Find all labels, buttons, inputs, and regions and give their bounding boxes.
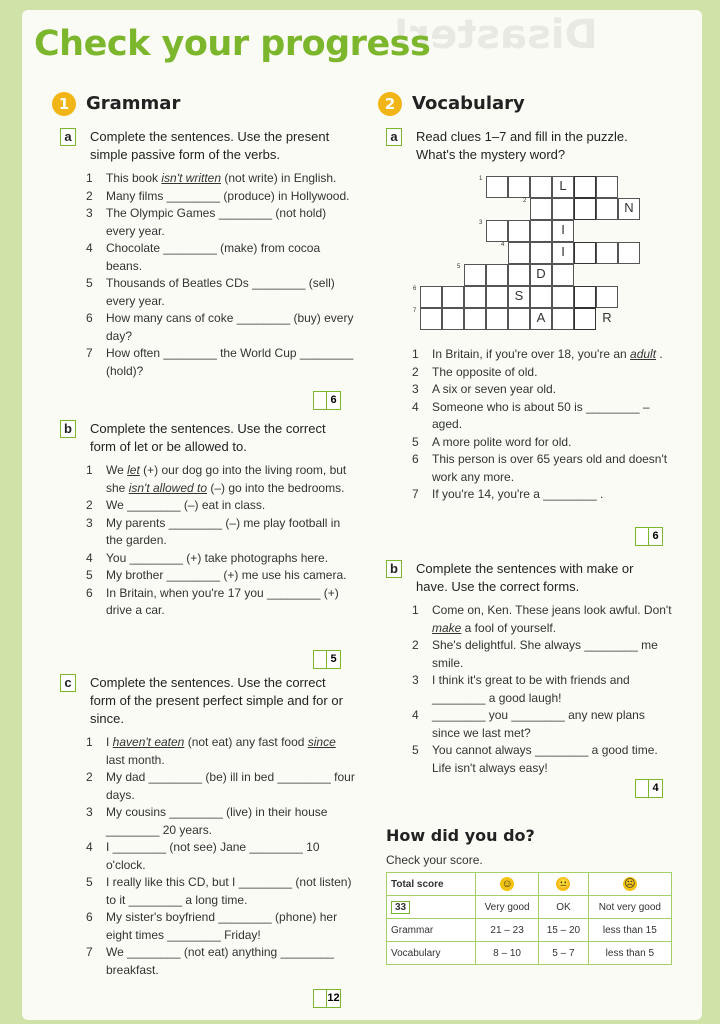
task-instruction: Complete the sentences with make or have. Use the correct forms.	[416, 561, 634, 594]
item-number: 4	[86, 241, 93, 255]
table-cell: 21 – 23	[476, 919, 539, 942]
item-number: 1	[412, 347, 419, 361]
face-icon-good: ☺	[476, 873, 539, 896]
item-text: If you're 14, you're a ________ .	[432, 487, 604, 501]
item-text: This person is over 65 years old and doesn't work any more.	[432, 452, 668, 484]
puzzle-letter: N	[624, 200, 634, 215]
item-number: 1	[86, 735, 93, 749]
list-item	[412, 637, 672, 672]
item-text: My brother ________ (+) me use his camera.	[106, 568, 347, 582]
puzzle-letter: S	[514, 288, 524, 303]
list-item	[86, 345, 356, 380]
page-title: Check your progress	[34, 24, 431, 64]
item-text: You cannot always ________ a good time. Life isn't always easy!	[432, 743, 658, 775]
puzzle-letter: I	[561, 222, 565, 237]
item-text: I	[106, 735, 113, 749]
grammar-task-c	[60, 674, 350, 728]
item-text: (–) go into the bedrooms.	[207, 480, 345, 495]
crossword-cell[interactable]	[530, 198, 552, 220]
item-number: 3	[86, 515, 93, 530]
section-title: Grammar	[86, 93, 181, 114]
list-item	[412, 364, 672, 382]
grammar-b-items	[86, 462, 356, 620]
item-text: ________ you ________ any new plans since we last met?	[432, 708, 645, 740]
item-number: 4	[412, 708, 419, 722]
table-row	[387, 942, 672, 965]
item-text: My sister's boyfriend ________ (phone) her eight times ________ Friday!	[106, 910, 338, 942]
crossword-cell[interactable]	[442, 308, 464, 330]
item-text: We	[106, 463, 128, 477]
list-item	[86, 804, 356, 839]
item-number: 5	[412, 434, 419, 449]
item-text: We ________ (not eat) anything ________ breakfast.	[106, 945, 334, 977]
clue-number: 7	[413, 308, 417, 314]
score-box[interactable]	[635, 779, 663, 798]
item-text: She's delightful. She always ________ me smile.	[432, 638, 658, 670]
item-number: 5	[86, 276, 93, 290]
item-number: 4	[86, 840, 93, 854]
item-number: 6	[86, 311, 93, 325]
crossword-cell[interactable]	[596, 176, 618, 198]
crossword-cell[interactable]	[420, 286, 442, 308]
item-text: (not eat) any fast food	[184, 735, 308, 749]
list-item	[86, 734, 356, 769]
list-item	[86, 567, 356, 585]
example-answer[interactable]: haven't eaten	[112, 735, 185, 749]
list-item	[86, 874, 356, 909]
task-instruction: Complete the sentences. Use the correct form of let or be allowed to.	[90, 421, 326, 454]
item-text: a fool of yourself.	[461, 620, 557, 635]
item-number: 4	[86, 550, 93, 565]
crossword-cell[interactable]	[464, 286, 486, 308]
crossword-cell[interactable]	[552, 198, 574, 220]
total-score-cell	[387, 896, 476, 919]
item-text: Chocolate ________ (make) from cocoa beans.	[106, 241, 321, 273]
crossword-cell[interactable]	[530, 286, 552, 308]
item-text: Someone who is about 50 is ________ – aged.	[432, 399, 650, 431]
list-item	[86, 170, 356, 188]
item-text: (+) our dog go into the living room, but she	[106, 463, 347, 495]
score-value: 6	[326, 392, 340, 409]
vocab-task-b	[386, 560, 666, 596]
table-cell: 15 – 20	[539, 919, 589, 942]
item-text: .	[656, 347, 663, 361]
list-item	[412, 434, 672, 452]
crossword-cell[interactable]	[596, 198, 618, 220]
list-item	[86, 275, 356, 310]
list-item	[412, 381, 672, 399]
item-number: 5	[412, 743, 419, 757]
puzzle-letter: R	[602, 310, 612, 325]
item-number: 3	[412, 382, 419, 396]
item-number: 2	[412, 638, 419, 652]
item-number: 2	[86, 188, 93, 203]
task-instruction: Complete the sentences. Use the correct form of the present perfect simple and for or since.	[90, 675, 343, 726]
puzzle-letter: D	[536, 266, 546, 281]
item-number: 7	[412, 487, 419, 501]
progress-subtitle: Check your score.	[386, 853, 483, 867]
item-number: 5	[86, 568, 93, 582]
puzzle-letter: A	[536, 310, 546, 325]
task-instruction: Complete the sentences. Use the present simple passive form of the verbs.	[90, 129, 330, 162]
item-text: The Olympic Games ________ (not hold) every year.	[106, 206, 327, 238]
item-text: We ________ (–) eat in class.	[106, 498, 266, 512]
score-table	[386, 872, 672, 965]
vocab-a-items	[412, 346, 672, 504]
table-cell: less than 5	[588, 942, 671, 965]
grammar-a-items	[86, 170, 356, 380]
crossword-cell[interactable]	[464, 264, 486, 286]
crossword-cell[interactable]	[508, 242, 530, 264]
item-number: 6	[86, 585, 93, 600]
crossword-cell[interactable]	[552, 286, 574, 308]
score-value: 12	[326, 990, 340, 1007]
table-cell: 8 – 10	[476, 942, 539, 965]
list-item	[86, 205, 356, 240]
item-text: last month.	[106, 752, 165, 767]
item-text: In Britain, if you're over 18, you're an	[432, 347, 631, 361]
item-number: 3	[86, 206, 93, 220]
row-label: Grammar	[387, 919, 476, 942]
face-icon-ok: 😐	[539, 873, 589, 896]
crossword-cell[interactable]	[618, 242, 640, 264]
column-header: Very good	[476, 896, 539, 919]
mystery-word-cell[interactable]	[574, 308, 596, 330]
vocab-task-a	[386, 128, 666, 164]
list-item	[86, 769, 356, 804]
score-value: 6	[648, 528, 662, 545]
list-item	[412, 451, 672, 486]
item-number: 7	[86, 346, 93, 360]
crossword-cell[interactable]	[420, 308, 442, 330]
item-text: In Britain, when you're 17 you ________ (+) drive a car.	[106, 585, 339, 617]
table-header-row	[387, 873, 672, 896]
item-text: How often ________ the World Cup ________ (hold)?	[106, 346, 354, 378]
example-answer[interactable]: isn't allowed to	[128, 480, 208, 495]
clue-number: 4	[501, 242, 505, 248]
example-answer[interactable]: make	[432, 620, 462, 635]
crossword-cell[interactable]	[508, 308, 530, 330]
item-text: Many films ________ (produce) in Hollywood.	[106, 188, 350, 203]
total-score-label: Total score	[387, 873, 476, 896]
task-letter: a	[386, 128, 402, 146]
item-text: A six or seven year old.	[432, 382, 557, 396]
crossword-cell[interactable]	[530, 242, 552, 264]
crossword-cell[interactable]	[508, 220, 530, 242]
list-item	[86, 585, 356, 620]
item-number: 7	[86, 945, 93, 959]
crossword-cell[interactable]	[486, 308, 508, 330]
task-instruction: Read clues 1–7 and fill in the puzzle. What's the mystery word?	[416, 129, 628, 162]
list-item	[86, 550, 356, 568]
item-text: Come on, Ken. These jeans look awful. Don't	[432, 603, 672, 617]
clue-number: 1	[479, 176, 483, 182]
item-text: My cousins ________ (live) in their house ________ 20 years.	[106, 805, 328, 837]
list-item	[412, 707, 672, 742]
item-number: 4	[412, 399, 419, 414]
item-number: 3	[86, 805, 93, 819]
grammar-task-a	[60, 128, 350, 164]
crossword-cell[interactable]	[486, 220, 508, 242]
column-header: Not very good	[588, 896, 671, 919]
example-answer[interactable]: isn't written	[161, 171, 222, 185]
item-text: (not write) in English.	[221, 171, 337, 185]
crossword-cell[interactable]	[486, 176, 508, 198]
crossword-cell[interactable]	[486, 286, 508, 308]
crossword-cell[interactable]	[596, 286, 618, 308]
task-letter: a	[60, 128, 76, 146]
list-item	[86, 944, 356, 979]
item-text: This book	[106, 171, 162, 185]
list-item	[86, 839, 356, 874]
item-text: My parents ________ (–) me play football in the garden.	[106, 515, 341, 547]
progress-title: How did you do?	[386, 826, 535, 845]
item-number: 2	[86, 770, 93, 784]
mystery-word-cell[interactable]	[574, 176, 596, 198]
crossword-cell[interactable]	[464, 308, 486, 330]
row-label: Vocabulary	[387, 942, 476, 965]
item-number: 1	[412, 603, 419, 617]
score-box[interactable]	[313, 391, 341, 410]
example-answer[interactable]: since	[307, 735, 336, 749]
item-text: My dad ________ (be) ill in bed ________ four days.	[106, 770, 355, 802]
puzzle-letter: L	[559, 178, 567, 193]
task-letter: b	[386, 560, 402, 578]
list-item	[412, 346, 672, 364]
list-item	[86, 240, 356, 275]
item-number: 3	[412, 673, 419, 687]
crossword-cell[interactable]	[596, 242, 618, 264]
face-icon-bad: ☹	[588, 873, 671, 896]
clue-number: 5	[457, 264, 461, 270]
vocabulary-heading	[378, 92, 525, 116]
ghost-heading: Disaster!	[392, 12, 598, 58]
list-item	[86, 515, 356, 550]
list-item	[412, 742, 672, 777]
crossword-cell[interactable]	[552, 264, 574, 286]
crossword-cell[interactable]	[508, 264, 530, 286]
mystery-word-cell[interactable]	[574, 242, 596, 264]
item-number: 2	[412, 364, 419, 379]
item-text: Thousands of Beatles CDs ________ (sell) every year.	[106, 276, 335, 308]
item-number: 1	[86, 171, 93, 185]
score-box[interactable]	[313, 989, 341, 1008]
crossword-cell[interactable]	[442, 286, 464, 308]
item-number: 1	[86, 463, 93, 477]
item-number: 6	[86, 910, 93, 924]
table-column-row	[387, 896, 672, 919]
task-letter: c	[60, 674, 76, 692]
column-header: OK	[539, 896, 589, 919]
list-item	[412, 672, 672, 707]
list-item	[86, 310, 356, 345]
mystery-word-cell[interactable]	[574, 286, 596, 308]
item-text: A more polite word for old.	[432, 434, 572, 449]
grammar-heading	[52, 92, 180, 116]
score-box[interactable]	[313, 650, 341, 669]
item-number: 2	[86, 498, 93, 512]
list-item	[412, 486, 672, 504]
item-text: You ________ (+) take photographs here.	[106, 550, 329, 565]
clue-number: 2	[523, 198, 527, 204]
item-number: 6	[412, 452, 419, 466]
clue-number: 6	[413, 286, 417, 292]
score-value: 5	[326, 651, 340, 668]
table-cell: 5 – 7	[539, 942, 589, 965]
list-item	[412, 602, 672, 637]
table-row	[387, 919, 672, 942]
crossword-cell[interactable]	[530, 176, 552, 198]
section-title: Vocabulary	[412, 93, 525, 114]
grammar-task-b	[60, 420, 330, 456]
table-cell: less than 15	[588, 919, 671, 942]
puzzle-letter: I	[561, 244, 565, 259]
item-number: 5	[86, 875, 93, 889]
grammar-c-items	[86, 734, 356, 979]
mystery-word-cell[interactable]	[574, 198, 596, 220]
item-text: I ________ (not see) Jane ________ 10 o'clock.	[106, 840, 320, 872]
workbook-page	[22, 10, 702, 1020]
list-item	[86, 909, 356, 944]
list-item	[86, 497, 356, 515]
list-item	[86, 462, 356, 497]
crossword-cell[interactable]	[530, 220, 552, 242]
vocab-b-items	[412, 602, 672, 777]
item-text: I think it's great to be with friends and ________ a good laugh!	[432, 673, 630, 705]
score-value: 4	[648, 780, 662, 797]
section-number: 1	[52, 92, 76, 116]
task-letter: b	[60, 420, 76, 438]
section-number: 2	[378, 92, 402, 116]
crossword-cell[interactable]	[552, 308, 574, 330]
total-score-value[interactable]: 33	[391, 901, 410, 914]
item-text: How many cans of coke ________ (buy) every day?	[106, 311, 354, 343]
example-answer[interactable]: adult	[630, 347, 657, 361]
clue-number: 3	[479, 220, 483, 226]
list-item	[86, 188, 356, 206]
crossword-cell[interactable]	[486, 264, 508, 286]
score-box[interactable]	[635, 527, 663, 546]
item-text: I really like this CD, but I ________ (not listen) to it ________ a long time.	[106, 875, 352, 907]
list-item	[412, 399, 672, 434]
crossword-cell[interactable]	[508, 176, 530, 198]
example-answer[interactable]: let	[127, 463, 140, 477]
item-text: The opposite of old.	[432, 364, 538, 379]
